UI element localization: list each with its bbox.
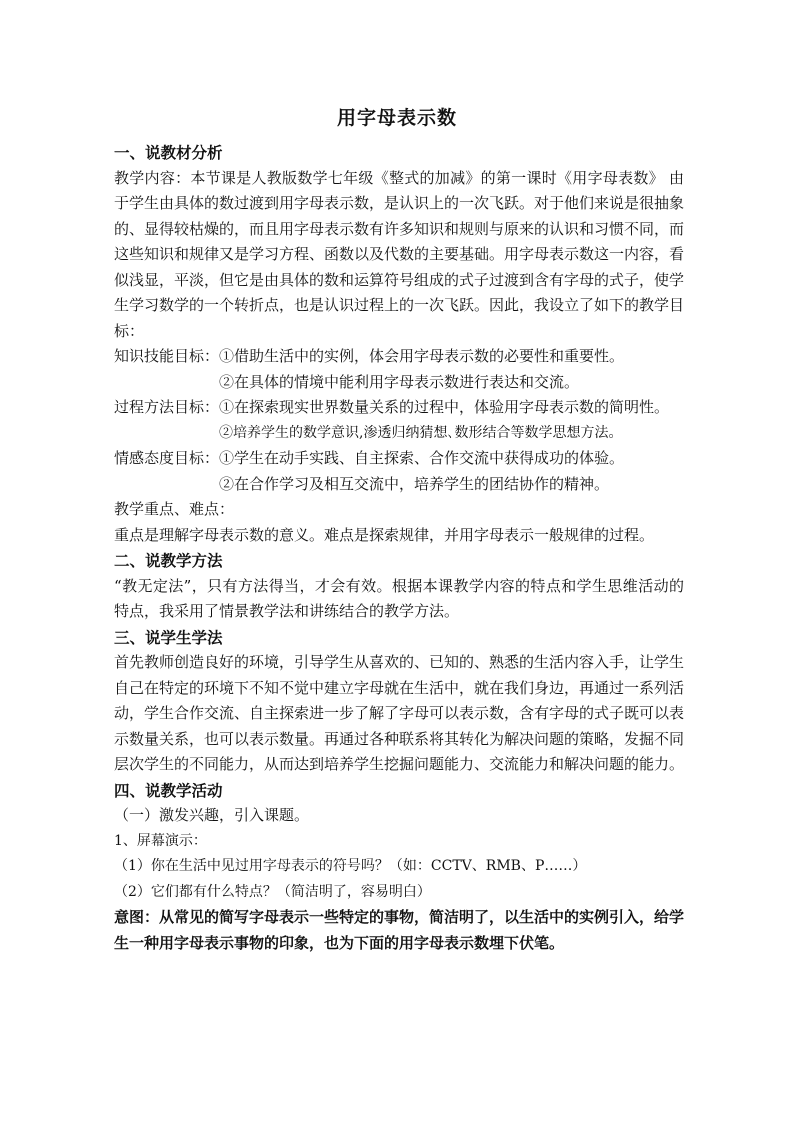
page-title: 用字母表示数: [336, 107, 457, 129]
key-points-label: 教学重点、难点：: [114, 500, 235, 518]
goal-emotion-2: ②在合作学习及相互交流中，培养学生的团结协作的精神。: [219, 474, 610, 493]
section-heading-3: 三、说学生学法: [114, 627, 223, 647]
paragraph-learning-method: 首先教师创造良好的环境，引导学生从喜欢的、已知的、熟悉的生活内容入手，让学生自己在特定的环境下不知不觉中建立字母就在生活中，就在我们身边，再通过一系列活动，学生合作交流、自主探索进一步了解了字母可以表示数，含有字母的式子既可以表示数量关系，也可以表示数量。再通过各种联系将其转化为解决问题的策略，发掘不同层次学生的不同能力，从而达到培养学生挖掘问题能力、交流能力和解决问题的能力。: [114, 653, 685, 773]
key-points-text: 重点是理解字母表示数的意义。难点是探索规律，并用字母表示一般规律的过程。: [114, 525, 655, 544]
activity-intent: 意图：从常见的简写字母表示一些特定的事物，简洁明了，以生活中的实例引入，给学生一种用字母表示事物的印象，也为下面的用字母表示数埋下伏笔。: [114, 908, 685, 952]
section-heading-2: 二、说教学方法: [114, 551, 223, 570]
paragraph-teaching-method: “教无定法”，只有方法得当，才会有效。根据本课教学内容的特点和学生思维活动的特点，我采用了情景教学法和讲练结合的教学方法。: [114, 576, 684, 620]
goal-process-2: ②培养学生的数学意识,渗透归纳猜想､数形结合等数学思想方法。: [219, 424, 623, 441]
activity-item-1: 1、屏幕演示：: [114, 832, 207, 849]
activity-question-2: （2）它们都有什么特点？（简洁明了，容易明白）: [114, 883, 431, 900]
paragraph-teaching-content: 教学内容：本节课是人教版数学七年级《整式的加减》的第一课时《用字母表数》 由于学生由具体的数过渡到用字母表示数，是认识上的一次飞跃。对于他们来说是很抽象的、显得较枯燥的，而且用字母表示数有许多知识和规则与原来的认识和习惯不同，而这些知识和规律又是学习方程、函数以及代数的主要基础。用字母表示数这一内容，看似浅显，平淡，但它是由具体的数和运算符号组成的式子过渡到含有字母的式子，使学生学习数学的一个转折点，也是认识过程上的一次飞跃。因此，我设立了如下的教学目标：: [114, 168, 685, 340]
section-heading-1: 一、说教材分析: [114, 143, 223, 162]
goal-process-1: 过程方法目标：①在探索现实世界数量关系的过程中，体验用字母表示数的简明性。: [114, 398, 670, 416]
goal-knowledge-2: ②在具体的情境中能利用字母表示数进行表达和交流。: [219, 372, 580, 391]
section-heading-4: 四、说教学活动: [114, 780, 223, 800]
goal-knowledge-1: 知识技能目标：①借助生活中的实例，体会用字母表示数的必要性和重要性。: [114, 347, 625, 365]
activity-subheading-1: （一）激发兴趣，引入课题。: [114, 806, 310, 824]
document-body: [114, 140, 684, 956]
activity-question-1: （1）你在生活中见过用字母表示的符号吗？（如：CCTV、RMB、P……）: [114, 858, 587, 874]
goal-emotion-1: 情感态度目标：①学生在动手实践、自主探索、合作交流中获得成功的体验。: [114, 449, 625, 467]
